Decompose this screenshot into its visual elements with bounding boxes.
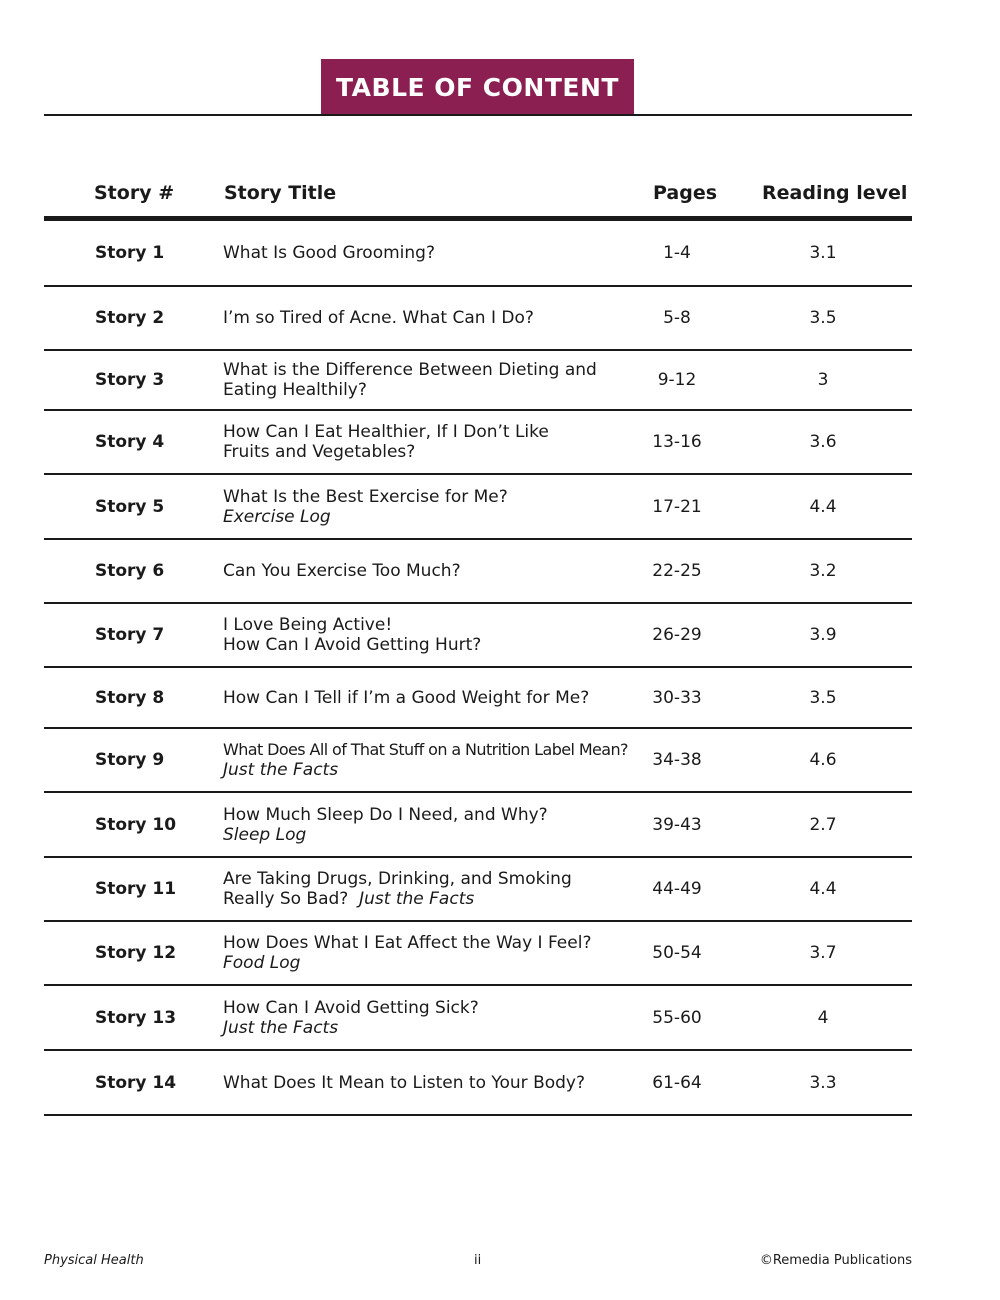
table-row — [44, 411, 912, 475]
story-reading-level: 4.4 — [809, 496, 837, 517]
story-title: How Does What I Eat Affect the Way I Feel? Food Log — [223, 933, 592, 973]
table-row — [44, 221, 912, 287]
story-pages: 9-12 — [657, 370, 697, 390]
table-row — [44, 858, 912, 922]
story-number: Story 5 — [95, 496, 165, 517]
story-reading-level: 4.6 — [809, 750, 837, 770]
header-pages: Pages — [653, 182, 718, 204]
story-number: Story 10 — [95, 814, 177, 835]
story-number: Story 11 — [95, 879, 177, 899]
story-title: What is the Difference Between Dieting and Eating Healthily? — [223, 360, 597, 400]
table-row — [44, 475, 912, 540]
story-number: Story 2 — [95, 308, 165, 328]
story-number: Story 9 — [95, 750, 165, 770]
story-title: How Much Sleep Do I Need, and Why? Sleep Log — [223, 804, 548, 845]
story-title: What Is Good Grooming? — [223, 243, 435, 263]
story-reading-level: 3.1 — [809, 243, 837, 263]
story-pages: 61-64 — [652, 1072, 702, 1093]
title-divider — [44, 114, 912, 116]
story-title: How Can I Avoid Getting Sick? Just the Facts — [223, 997, 479, 1038]
story-reading-level: 4.4 — [809, 879, 837, 899]
story-number: Story 8 — [95, 687, 165, 708]
story-number: Story 6 — [95, 561, 165, 581]
header-story-number: Story # — [94, 182, 175, 204]
table-row — [44, 540, 912, 604]
footer-book-title: Physical Health — [44, 1253, 144, 1268]
story-reading-level: 3.5 — [809, 687, 837, 708]
story-reading-level: 3.9 — [809, 625, 837, 645]
story-reading-level: 3.2 — [809, 561, 837, 581]
story-pages: 5-8 — [663, 308, 691, 328]
table-row — [44, 351, 912, 411]
table-row — [44, 922, 912, 986]
story-pages: 1-4 — [663, 243, 691, 263]
story-number: Story 3 — [95, 370, 165, 390]
story-number: Story 13 — [95, 1007, 177, 1028]
story-number: Story 14 — [95, 1072, 177, 1093]
story-pages: 39-43 — [652, 814, 702, 835]
story-reading-level: 3.5 — [809, 308, 837, 328]
story-pages: 13-16 — [652, 432, 702, 452]
story-pages: 30-33 — [652, 687, 702, 708]
story-pages: 44-49 — [652, 879, 702, 899]
table-header — [44, 172, 912, 216]
page-title: TABLE OF CONTENT — [321, 59, 634, 115]
story-title: I Love Being Active! How Can I Avoid Getting Hurt? — [223, 615, 482, 655]
table-row — [44, 729, 912, 793]
table-row — [44, 1051, 912, 1116]
header-reading-level: Reading level — [762, 182, 908, 204]
story-pages: 17-21 — [652, 496, 702, 517]
story-title: How Can I Tell if I’m a Good Weight for Me? — [223, 687, 590, 708]
story-title: How Can I Eat Healthier, If I Don’t Like Fruits and Vegetables? — [223, 422, 549, 462]
story-pages: 22-25 — [652, 561, 702, 581]
story-title: Can You Exercise Too Much? — [223, 561, 461, 581]
table-row — [44, 668, 912, 729]
story-number: Story 7 — [95, 625, 165, 645]
table-row — [44, 793, 912, 858]
story-title: What Does It Mean to Listen to Your Body? — [223, 1072, 586, 1093]
story-reading-level: 3 — [817, 370, 829, 390]
footer-copyright: ©Remedia Publications — [759, 1253, 912, 1268]
story-reading-level: 3.6 — [809, 432, 837, 452]
table-row — [44, 604, 912, 668]
story-pages: 26-29 — [652, 625, 702, 645]
story-reading-level: 2.7 — [809, 814, 837, 835]
story-pages: 34-38 — [652, 750, 702, 770]
table-row — [44, 986, 912, 1051]
story-reading-level: 3.3 — [809, 1072, 837, 1093]
table-row — [44, 287, 912, 351]
toc-table — [44, 221, 912, 1116]
story-reading-level: 4 — [817, 1007, 829, 1028]
story-title: Are Taking Drugs, Drinking, and Smoking Really So Bad? Just the Facts — [223, 869, 572, 909]
story-title: I’m so Tired of Acne. What Can I Do? — [223, 308, 534, 328]
story-number: Story 12 — [95, 943, 177, 963]
story-title: What Does All of That Stuff on a Nutrition Label Mean? Just the Facts — [223, 740, 628, 780]
story-reading-level: 3.7 — [809, 943, 837, 963]
header-story-title: Story Title — [224, 182, 337, 204]
story-title: What Is the Best Exercise for Me? Exercise Log — [223, 486, 508, 527]
story-pages: 50-54 — [652, 943, 702, 963]
story-number: Story 1 — [95, 243, 165, 263]
story-pages: 55-60 — [652, 1007, 702, 1028]
footer-page-number: ii — [474, 1253, 482, 1268]
story-number: Story 4 — [95, 432, 165, 452]
